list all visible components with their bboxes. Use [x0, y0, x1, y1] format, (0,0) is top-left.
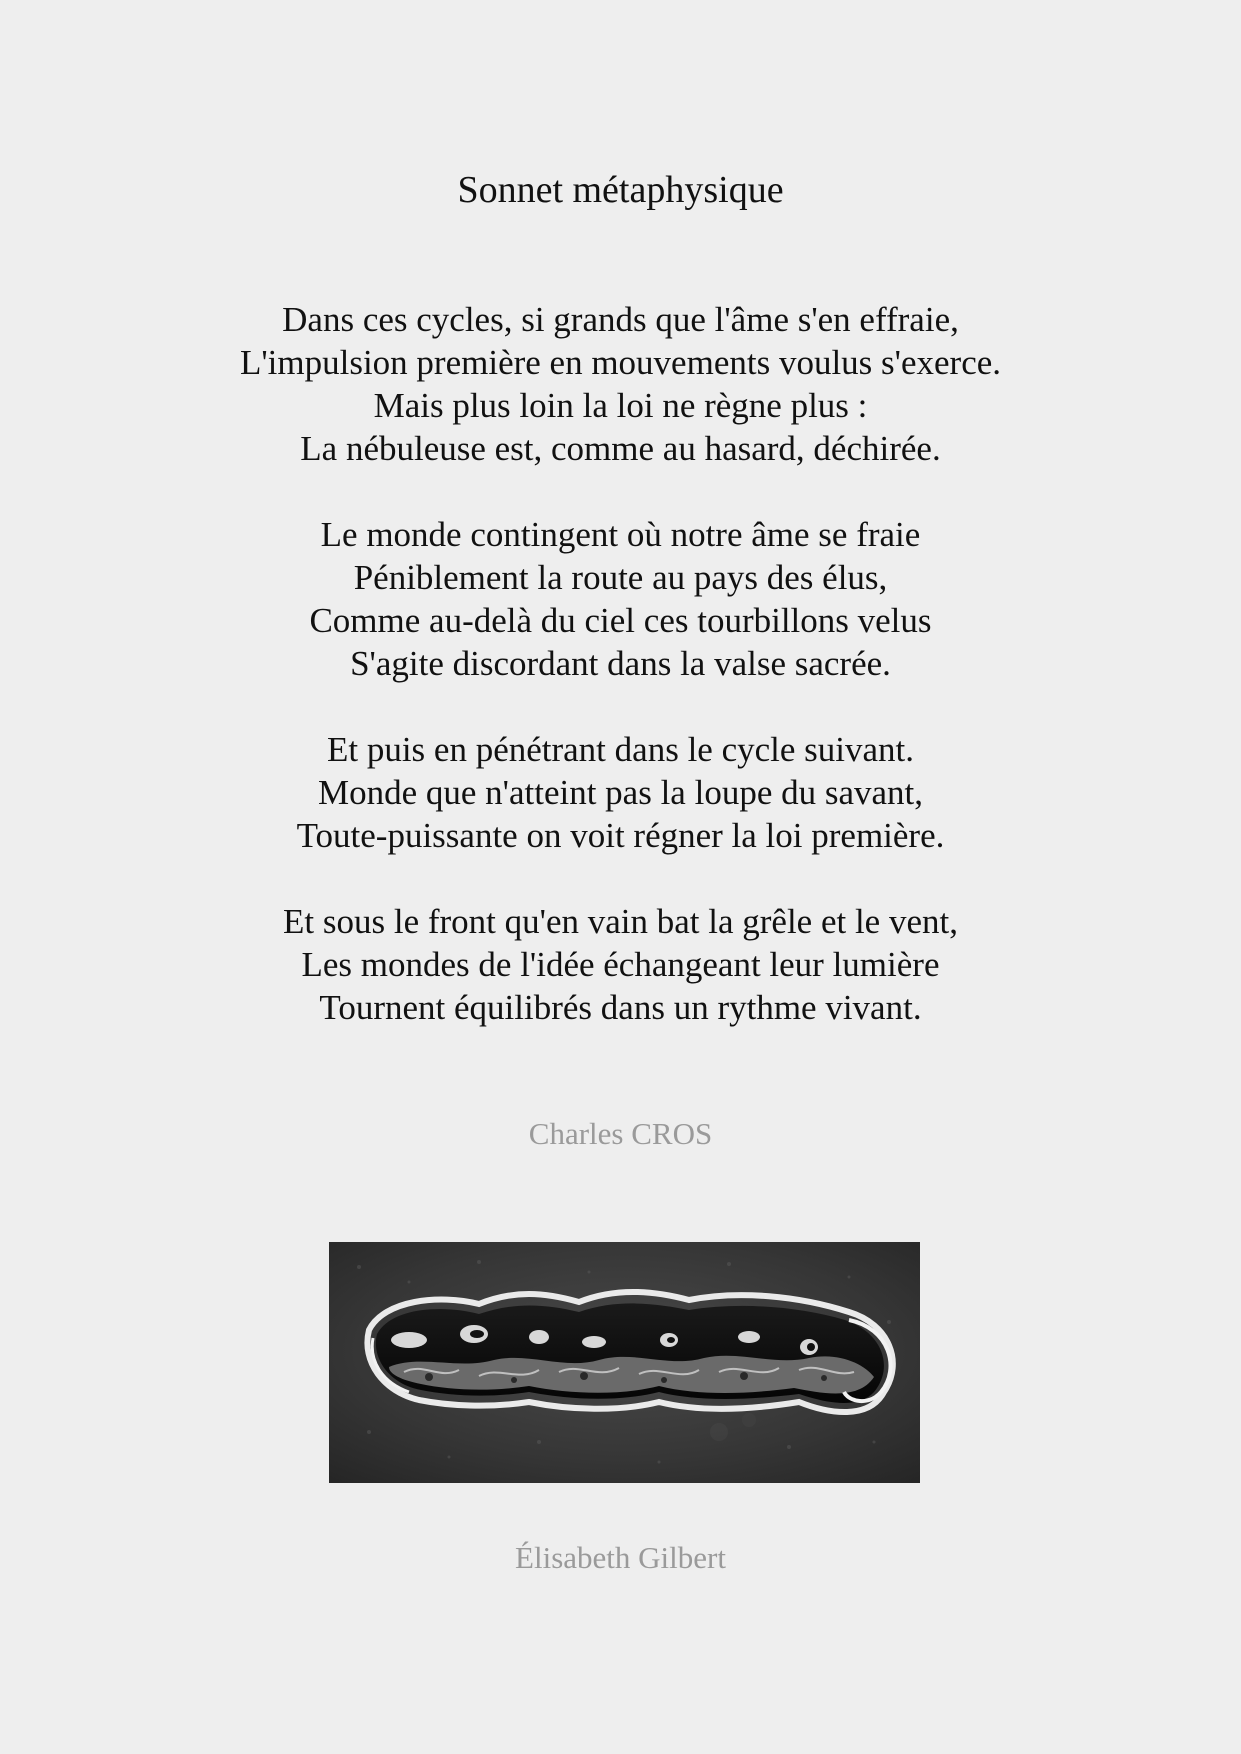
- verse: Les mondes de l'idée échangeant leur lumière: [301, 945, 940, 984]
- verse: Et puis en pénétrant dans le cycle suivant.: [326, 730, 915, 769]
- poem-title: Sonnet métaphysique: [457, 169, 784, 211]
- stanza-1: [0, 298, 1241, 470]
- verse: Le monde contingent où notre âme se fraie: [320, 515, 921, 554]
- author-credit: Charles CROS: [528, 1116, 713, 1151]
- verse: Monde que n'atteint pas la loupe du savant,: [317, 773, 924, 812]
- verse: Toute-puissante on voit régner la loi première.: [296, 816, 945, 855]
- verse: Et sous le front qu'en vain bat la grêle et le vent,: [283, 902, 958, 941]
- stanza-2: [0, 513, 1241, 685]
- verse: Mais plus loin la loi ne règne plus :: [373, 386, 868, 425]
- illustration-credit: Élisabeth Gilbert: [515, 1540, 726, 1575]
- verse: La nébuleuse est, comme au hasard, déchirée.: [300, 429, 941, 468]
- nebula-illustration-icon: [329, 1242, 920, 1483]
- stanza-4: [0, 900, 1241, 1029]
- verse: Tournent équilibrés dans un rythme vivant.: [319, 988, 922, 1027]
- verse: S'agite discordant dans la valse sacrée.: [350, 644, 891, 683]
- poem-body: [0, 298, 1241, 1072]
- stanza-3: [0, 728, 1241, 857]
- verse: Péniblement la route au pays des élus,: [353, 558, 888, 597]
- verse: Dans ces cycles, si grands que l'âme s'en effraie,: [282, 300, 959, 339]
- verse: L'impulsion première en mouvements voulus s'exerce.: [239, 343, 1002, 382]
- verse: Comme au-delà du ciel ces tourbillons velus: [309, 601, 932, 640]
